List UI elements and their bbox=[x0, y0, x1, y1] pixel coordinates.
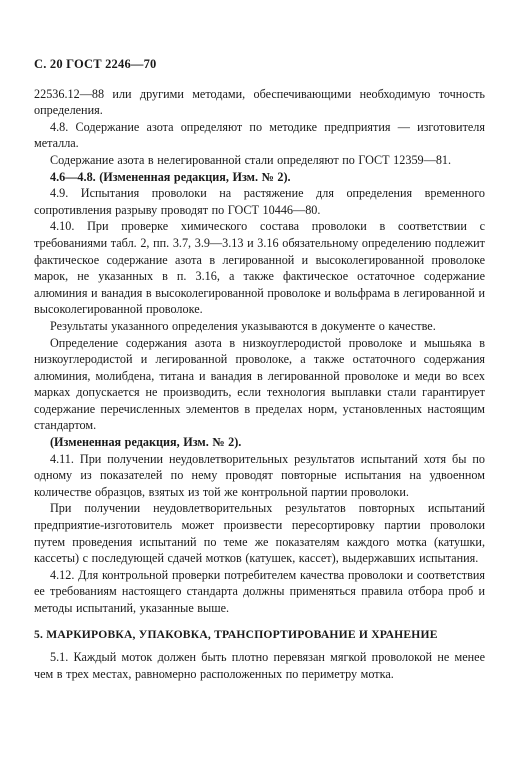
paragraph-4-9: 4.9. Испытания проволоки на растяжение для определения временного сопротивления разрыву проводят по ГОСТ 10446—80. bbox=[34, 186, 485, 217]
section-5-title: 5. МАРКИРОВКА, УПАКОВКА, ТРАНСПОРТИРОВАНИЕ И ХРАНЕНИЕ bbox=[34, 627, 438, 641]
amendment-note: (Измененная редакция, Изм. № 2). bbox=[50, 435, 242, 450]
paragraph-4-11: 4.11. При получении неудовлетворительных результатов испытаний хотя бы по одному из показателей по нему проводят повторные испытания на удвоенном количестве образцов, взятых из той же контрольной партии проволоки. bbox=[34, 451, 485, 499]
amendment-note-4-6-4-8: 4.6—4.8. (Измененная редакция, Изм. № 2). bbox=[50, 169, 291, 184]
paragraph-4-12: 4.12. Для контрольной проверки потребителем качества проволоки и соответствия ее требованиям настоящего стандарта должны применяться правила отбора проб и методы испытаний, указанные выше. bbox=[34, 567, 485, 615]
paragraph-nitrogen-unalloyed: Содержание азота в нелегированной стали определяют по ГОСТ 12359—81. bbox=[50, 152, 452, 167]
paragraph-continuation: 22536.12—88 или другими методами, обеспечивающими необходимую точность определения. bbox=[34, 86, 485, 118]
paragraph-4-10: 4.10. При проверке химического состава проволоки в соответствии с требованиями табл. 2, пп. 3.7, 3.9—3.13 и 3.16 обязательному определению подлежит фактическое содержание азота в легированной и высоколегированной проволоке марок, не указанных в п. 3.16, а также фактическое остаточное содержание алюминия и ванадия в высоколегированной проволоке и вольфрама в легированной и высоколегированной проволоке. bbox=[34, 219, 485, 317]
paragraph-results: Результаты указанного определения указываются в документе о качестве. bbox=[50, 318, 436, 333]
paragraph-retest: При получении неудовлетворительных результатов повторных испытаний предприятие-изготовитель может произвести пересортировку партии проволоки путем проведения испытаний по теме же показателям каждого мотка (катушки, кассеты) с последующей сдачей мотков (катушек, кассет), выдержавших испытания. bbox=[34, 501, 485, 566]
page-header: С. 20 ГОСТ 2246—70 bbox=[34, 57, 157, 71]
document-page bbox=[34, 56, 485, 682]
paragraph-determination: Определение содержания азота в низкоуглеродистой проволоке и мышьяка в низкоуглеродистой и легированной проволоке, а также остаточного содержания алюминия, молибдена, титана и ванадия в легированной проволоке и меди во всех марках допускается не производить, если технология выплавки стали гарантирует содержание перечисленных элементов в пределах норм, установленных настоящим стандартом. bbox=[34, 335, 485, 433]
paragraph-5-1: 5.1. Каждый моток должен быть плотно перевязан мягкой проволокой не менее чем в трех местах, равномерно расположенных по периметру мотка. bbox=[34, 650, 485, 681]
paragraph-4-8: 4.8. Содержание азота определяют по методике предприятия — изготовителя металла. bbox=[34, 119, 485, 151]
